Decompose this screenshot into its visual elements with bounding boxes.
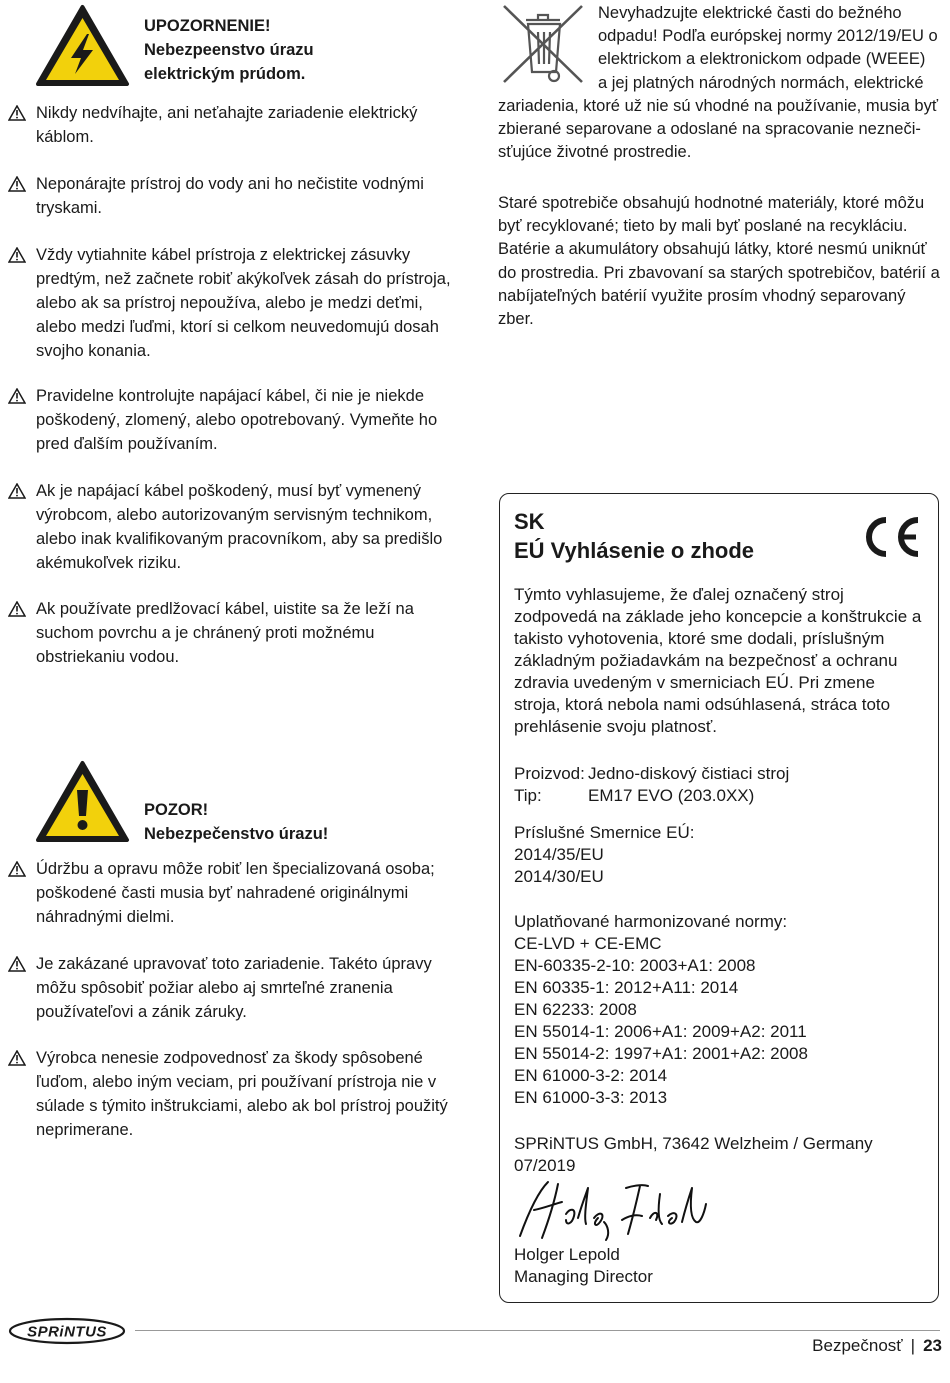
warning-triangle-icon (8, 176, 26, 192)
safety-item: Je zakázané upravovať toto zariadenie. Takéto úpravy môžu spôsobiť požiar alebo aj smrteľné zranenia používateľovi a zánik záruky. (8, 952, 463, 1024)
page-number: 23 (923, 1336, 942, 1355)
safety-item: Pravidelne kontrolujte napájací kábel, či nie je niekde poškodený, zlomený, alebo opotrebovaný. Vymeňte ho pred ďalším používaním. (8, 384, 463, 456)
declaration-intro: Týmto vyhlasujeme, že ďalej označený stroj zodpovedá na základe jeho koncepcie a konštrukcie a takisto vyhotovenia, ktoré sme dodali, príslušným základným požiadavkám na bezpečnosť a ochranu zdravia uvedeným v smerniciach EÚ. Pri zmene stroja, ktorá nebola nami odsúhlasená, stráca toto prehlásenie svoju platnosť. (514, 585, 922, 736)
warning-triangle-icon (8, 388, 26, 404)
product-info: Proizvod: Jedno-diskový čistiaci stroj Tip: EM17 EVO (203.0XX) (514, 764, 790, 805)
electric-warning-title: UPOZORNENIE! Nebezpeenstvo úrazu elektrickým prúdom. (144, 17, 314, 83)
electric-hazard-icon (35, 4, 130, 88)
signature (514, 1174, 734, 1246)
footer-rule (135, 1330, 940, 1331)
electric-warning-header (8, 0, 463, 100)
safety-item: Ak je napájací kábel poškodený, musí byť vymenený výrobcom, alebo autorizovaným servisným technikom, alebo inak kvalifikovaným pracovníkom, aby sa predišlo akémukoľvek riziku. (8, 479, 463, 575)
warning-triangle-icon (8, 601, 26, 617)
weee-notice: Nevyhadzujte elektrické časti do bežného odpadu! Podľa európskej normy 2012/19/EU o elektrickom a elektronickom odpade (WEEE) a jej platných národných normách, elektrické zariadenia, ktoré už nie sú vhodné na používanie, musia byť zbierané separovane a odoslané na spracovanie neznečisťujúce životné prostredie. (498, 4, 939, 162)
directives: Príslušné Smernice EÚ: 2014/35/EU 2014/30/EU (514, 823, 695, 886)
footer-section: Bezpečnosť (812, 1336, 903, 1355)
safety-item: Ak používate predlžovací kábel, uistite sa že leží na suchom povrchu a je chránený proti možnému obstriekaniu vodou. (8, 597, 463, 669)
declaration-language: SK (514, 509, 545, 534)
recycling-notice: Staré spotrebiče obsahujú hodnotné materiály, ktoré môžu byť recyklované; tieto by mali byť poslané na recykláciu. Batérie a akumulátory obsahujú látky, ktoré nesmú uniknúť do prostredia. Pri zbavovaní sa starých spotrebičov, batérií a nabíjateľných batérií využite prosím vhodný separovaný zber. (498, 194, 940, 329)
safety-column (8, 0, 463, 1139)
norms: Uplatňované harmonizované normy: CE-LVD + CE-EMC EN-60335-2-10: 2003+A1: 2008 EN 60335-1: 2012+A11: 2014 EN 62233: 2008 EN 55014-1: 2006+A1: 2009+A2: 2011 EN 55014-2: 1997+A1: 2001+A2: 2008 EN 61000-3-2: 2014 EN 61000-3-3: 2013 (514, 912, 808, 1107)
eu-declaration-box (499, 493, 939, 1303)
safety-item: Neponárajte prístroj do vody ani ho nečistite vodnými tryskami. (8, 172, 463, 220)
warning-triangle-icon (8, 247, 26, 263)
warning-triangle-icon (8, 1050, 26, 1066)
declaration-title: EÚ Vyhlásenie o zhode (514, 538, 755, 563)
page-footer (812, 1335, 942, 1357)
safety-item: Vždy vytiahnite kábel prístroja z elektrickej zásuvky predtým, než začnete robiť akýkoľvek zásah do prístroja, alebo ak sa prístroj nepoužíva, alebo je medzi deťmi, alebo medzi ľuďmi, ktorí si celkom neuvedomujú dosah svojho konania. (8, 243, 463, 363)
footer-separator: | (910, 1336, 916, 1355)
warning-triangle-icon (8, 483, 26, 499)
svg-text:SPRiNTUS: SPRiNTUS (27, 1323, 107, 1341)
general-warning-icon (35, 760, 130, 844)
ce-mark-icon (858, 514, 922, 560)
sprintus-logo (8, 1317, 126, 1345)
company-info: SPRiNTUS GmbH, 73642 Welzheim / Germany 07/2019 (514, 1134, 873, 1175)
caution-warning-title: POZOR! Nebezpečenstvo úrazu! (144, 801, 329, 843)
warning-triangle-icon (8, 956, 26, 972)
warning-triangle-icon (8, 861, 26, 877)
safety-item: Údržbu a opravu môže robiť len špecializovaná osoba; poškodené časti musia byť nahradené originálnymi náhradnými dielmi. (8, 857, 463, 929)
signer: Holger Lepold Managing Director (514, 1245, 653, 1286)
safety-item: Výrobca nenesie zodpovednosť za škody spôsobené ľuďom, alebo iným veciam, pri používaní prístroja nie v súlade s týmito inštrukciami, alebo ak bol prístroj použitý neprimerane. (8, 1046, 463, 1142)
safety-item: Nikdy nedvíhajte, ani neťahajte zariadenie elektrický káblom. (8, 101, 463, 149)
caution-warning-header (35, 760, 455, 850)
warning-triangle-icon (8, 105, 26, 121)
